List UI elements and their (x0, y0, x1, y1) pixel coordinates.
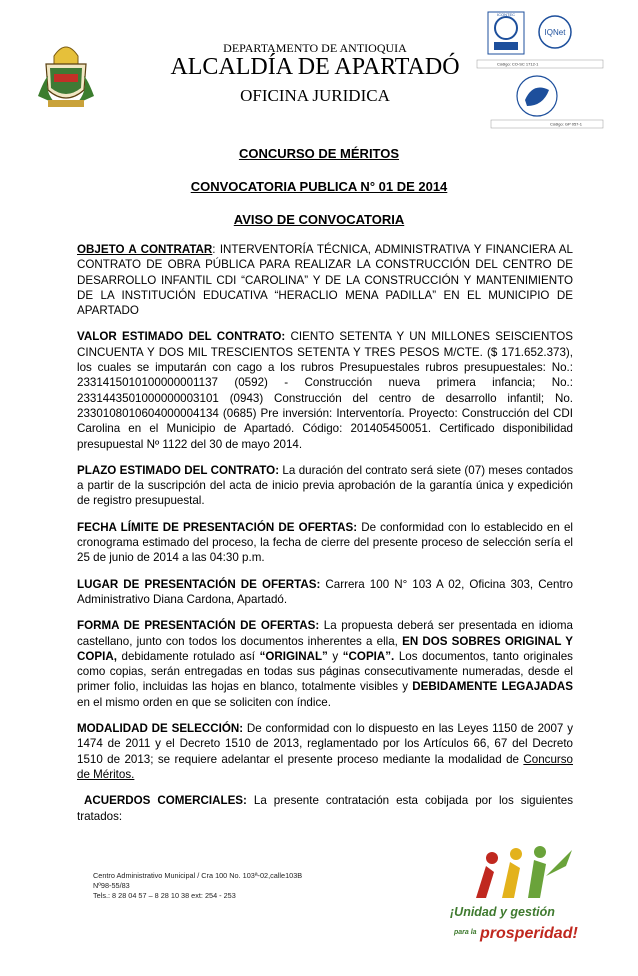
section-acuerdos (77, 793, 573, 824)
objeto-label: OBJETO A CONTRATAR (77, 243, 213, 256)
forma-label: FORMA DE PRESENTACIÓN DE OFERTAS: (77, 619, 320, 633)
modalidad-label: MODALIDAD DE SELECCIÓN: (77, 722, 244, 736)
call-title: CONVOCATORIA PUBLICA N° 01 DE 2014 (190, 179, 448, 194)
objeto-text: : INTERVENTORÍA TÉCNICA, ADMINISTRATIVA Y FINANCIERA AL CONTRATO DE OBRA PÚBLICA PARA REALIZAR LA CONSTRUCCIÓN DEL CENTRO DE DESARROLLO INFANTIL CDI “CAROLINA” Y DE LA CONSTRUCCIÓN Y MANTENIMIENTO DE LA INSTITUCIÓN EDUCATIVA “HERACLIO MENA PADILLA” EN EL MUNICIPIO DE APARTADO (77, 243, 573, 318)
lugar-label: LUGAR DE PRESENTACIÓN DE OFERTAS: (77, 577, 321, 591)
forma-text-d: Los documentos, tanto originales como copias, serán entregadas en todas sus páginas consecutivamente numeradas, desde el primer folio, incluidas las hojas en blanco, totalmente visibles y (77, 649, 573, 694)
section-modalidad (77, 721, 573, 782)
section-lugar (77, 577, 573, 608)
forma-bold-c: “COPIA”. (342, 649, 395, 663)
fecha-text: De conformidad con lo establecido en el cronograma estimado del proceso, la fecha de cierre del presente proceso de selección sería el 25 de junio de 2014 a las 04:30 p.m. (77, 520, 573, 565)
people-icon (476, 846, 572, 898)
section-forma (77, 618, 573, 710)
fecha-label: FECHA LÍMITE DE PRESENTACIÓN DE OFERTAS: (77, 520, 358, 534)
footer-line-1: Centro Administrativo Municipal / Cra 100 No. 103ª-02,calle103B (93, 871, 303, 880)
plazo-label: PLAZO ESTIMADO DEL CONTRATO: (77, 463, 280, 477)
footer-line-3: Tels.: 8 28 04 57 – 8 28 10 38 ext: 254 - 253 (93, 891, 236, 900)
section-valor (77, 329, 573, 451)
slogan-line-2: para la (454, 929, 477, 936)
office-name: OFICINA JURIDICA (240, 86, 390, 105)
municipal-crest-logo (34, 36, 98, 116)
valor-label: VALOR ESTIMADO DEL CONTRATO: (77, 330, 286, 344)
valor-text: CIENTO SETENTA Y UN MILLONES SEISCIENTOS CINCUENTA Y DOS MIL TRESCIENTOS SETENTA Y TRES PESOS M/CTE. ($ 171.652.373), los cuales se imputarán con cago a los rubros Presupuestales rubros presupuestales: No.: 2331415010100000001137 (0592) - Construcción nueva primera infancia; No.: 2331443501000000003101 (0943) Construcción del centro de desarrollo infantil; No. 2330108010604000004134 (0685) Pre inversión: Interventoría. Proyecto: Construcción del CDI Carolina en el Municipio de Apartadó. Código: 201405450051. Certificado disponibilidad presupuestal Nº 1122 del 30 de mayo 2014. (77, 330, 573, 451)
lugar-text: Carrera 100 N° 103 A 02, Oficina 303, Centro Administrativo Diana Cardona, Apartadó. (77, 577, 573, 606)
certification-logos (475, 10, 605, 130)
iqnet-label: IQNet (544, 28, 566, 37)
forma-bold-b: “ORIGINAL” (259, 649, 328, 663)
section-fecha (77, 520, 573, 566)
cert-code-2: Código: GP 057-1 (550, 121, 582, 127)
acuerdos-label: ACUERDOS COMERCIALES: (84, 794, 247, 808)
municipality-name: ALCALDÍA DE APARTADÓ (170, 54, 460, 80)
slogan-logo (446, 846, 596, 946)
plazo-text: La duración del contrato será siete (07) meses contados a partir de la suscripción del acta de inicio previa aprobación de la garantía única y expedición de registro presupuestal. (77, 463, 573, 508)
footer-address (93, 871, 302, 901)
modalidad-link: Concurso de Méritos. (77, 752, 573, 781)
icontec-label: ICONTEC (497, 12, 515, 17)
footer-line-2: Nº98-55/83 (93, 881, 130, 890)
forma-bold-d: DEBIDAMENTE LEGAJADAS (412, 680, 573, 694)
notice-title: AVISO DE CONVOCATORIA (233, 212, 405, 227)
department-name: DEPARTAMENTO DE ANTIOQUIA (223, 41, 407, 55)
forma-text-c: y (327, 649, 343, 663)
slogan-line-1: ¡Unidad y gestión (450, 905, 555, 919)
acuerdos-text: La presente contratación esta cobijada por los siguientes tratados: (77, 794, 573, 823)
forma-bold-a: EN DOS SOBRES ORIGINAL Y COPIA, (77, 634, 573, 663)
section-objeto (77, 242, 573, 318)
notice-body (77, 242, 573, 835)
section-plazo (77, 463, 573, 509)
contest-title: CONCURSO DE MÉRITOS (238, 146, 400, 161)
forma-text-a: La propuesta deberá ser presentada en idioma castellano, junto con todos los documentos inherentes a ella, (77, 619, 573, 648)
slogan-line-3: prosperidad! (480, 925, 578, 942)
forma-text-e: en el mismo orden en que se soliciten con índice. (77, 695, 331, 709)
modalidad-text: De conformidad con lo dispuesto en las Leyes 1150 de 2007 y 1474 de 2011 y el Decreto 1510 de 2013, reglamentado por los Artículos 66, 67 del Decreto 1510 de 2013; se requiere adelantar el presente proceso mediante la modalidad de (77, 722, 573, 766)
forma-text-b: debidamente rotulado así (116, 649, 260, 663)
cert-code-1: Código: CO-SC 1712-1 (497, 61, 539, 67)
